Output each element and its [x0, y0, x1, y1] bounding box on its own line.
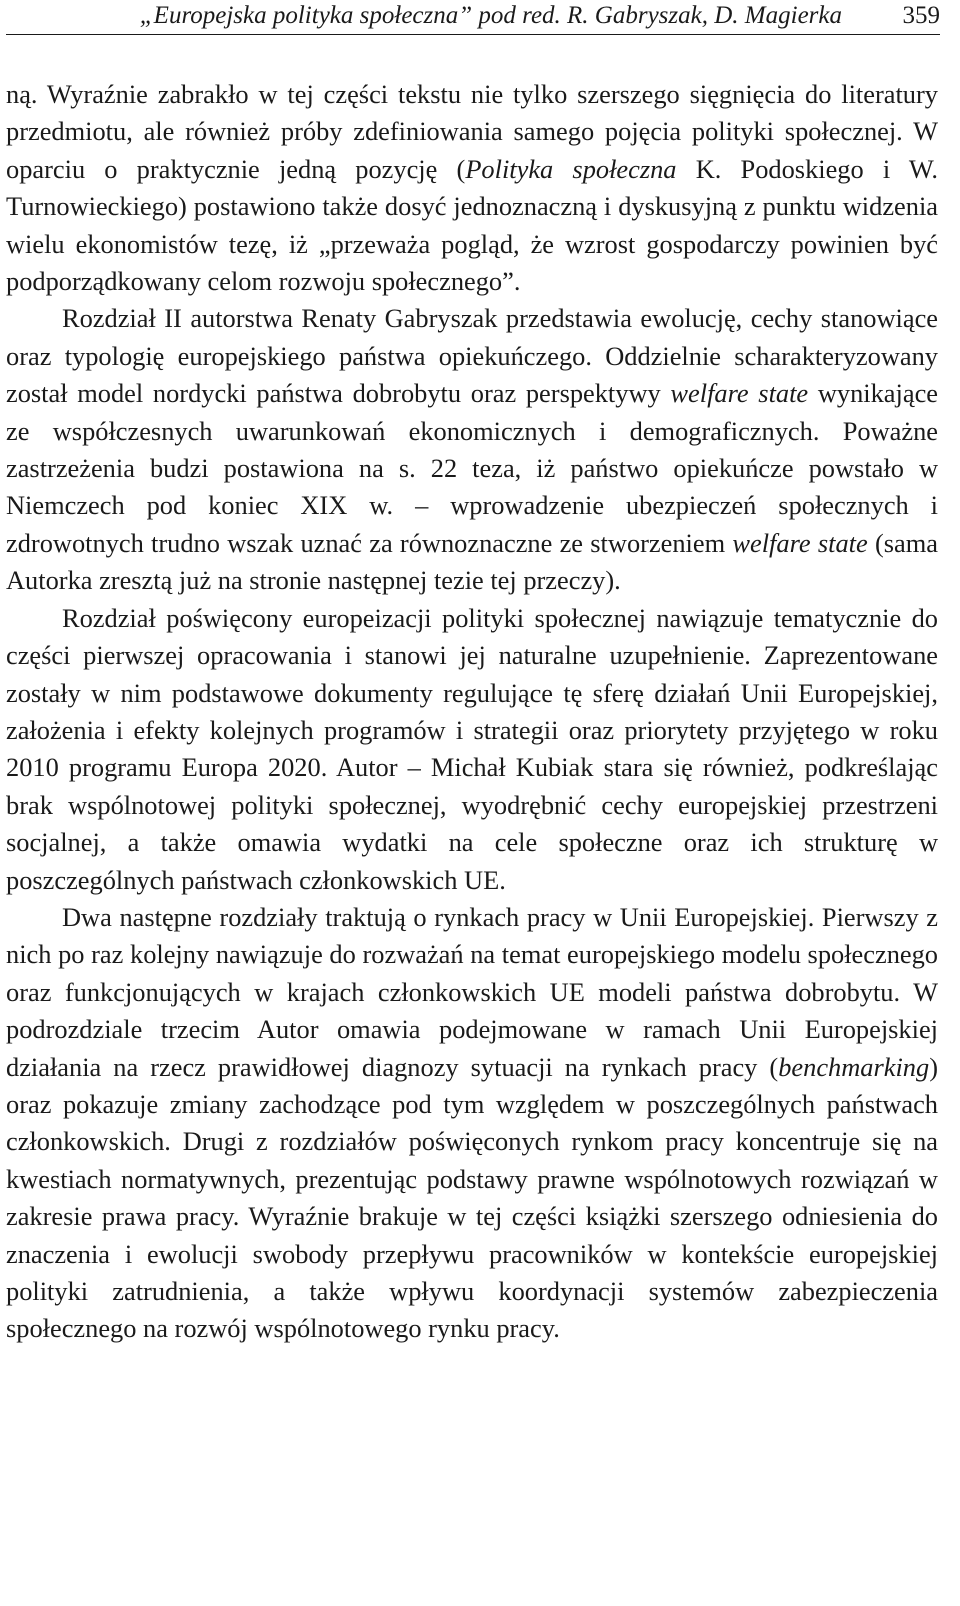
paragraph-1 — [6, 76, 938, 300]
paragraph-1-text-a: ną. Wyraźnie zabrakło w tej części tekstu nie tylko szerszego sięgnięcia do literatury przedmiotu, ale również próby zdefiniowania samego pojęcia polityki społecznej. W oparciu o praktycznie jedną pozycję ( — [6, 79, 938, 184]
paragraph-4 — [6, 899, 938, 1348]
paragraph-2-italic-a: welfare state — [670, 378, 809, 409]
document-page — [6, 0, 940, 1606]
paragraph-1-italic-a: Polityka społeczna — [465, 153, 677, 184]
paragraph-2-text-a: Rozdział II autorstwa Renaty Gabryszak przedstawia ewolucję, cechy stanowiące oraz typologię europejskiego państwa opiekuńczego. Oddzielnie scharakteryzowany został model nordycki państwa dobrobytu oraz perspektywy — [6, 303, 938, 409]
body-text — [6, 76, 938, 1348]
paragraph-1-text-b: K. Podoskiego i W. Turnowieckiego) postawiono także dosyć jednoznaczną i dyskusyjną z punktu widzenia wielu ekonomistów tezę, iż „przeważa pogląd, że wzrost gospodarczy powinien być podporządkowany celom rozwoju społecznego”. — [6, 153, 938, 297]
running-header — [6, 0, 940, 35]
paragraph-4-text-a: Dwa następne rozdziały traktują o rynkach pracy w Unii Europejskiej. Pierwszy z nich po raz kolejny nawiązuje do rozważań na temat europejskiego modelu społecznego oraz funkcjonujących w krajach członkowskich UE modeli państwa dobrobytu. W podrozdziale trzecim Autor omawia podejmowane w ramach Unii Europejskiej działania na rzecz prawidłowej diagnozy sytuacji na rynkach pracy ( — [6, 901, 938, 1082]
paragraph-2-text-b: wynikające ze współczesnych uwarunkowań ekonomicznych i demograficznych. Poważne zastrzeżenia budzi postawiona na s. 22 teza, iż państwo opiekuńcze powstało w Niemczech pod koniec XIX w. – wprowadzenie ubezpieczeń społecznych i zdrowotnych trudno wszak uznać za równoznaczne ze stworzeniem — [6, 378, 938, 558]
paragraph-4-text-b: ) oraz pokazuje zmiany zachodzące pod tym względem w poszczególnych państwach członkowskich. Drugi z rozdziałów poświęconych rynkom pracy koncentruje się na kwestiach normatywnych, prezentując podstawy prawne wspólnotowych rozwiązań w zakresie prawa pracy. Wyraźnie brakuje w tej części książki szerszego odniesienia do znaczenia i ewolucji swobody przepływu pracowników w kontekście europejskiej polityki zatrudnienia, a także wpływu koordynacji systemów zabezpieczenia społecznego na rozwój wspólnotowego rynku pracy. — [6, 1051, 938, 1344]
paragraph-2-italic-b: welfare state — [732, 527, 868, 558]
running-header-title: „Europejska polityka społeczna” pod red. R. Gabryszak, D. Magierka — [139, 2, 842, 29]
page-number: 359 — [902, 2, 940, 29]
paragraph-4-italic-a: benchmarking — [778, 1051, 930, 1082]
paragraph-2 — [6, 300, 938, 599]
paragraph-2-text-c: (sama Autorka zresztą już na stronie następnej tezie tej przeczy). — [6, 527, 938, 596]
paragraph-3: Rozdział poświęcony europeizacji polityki społecznej nawiązuje tematycznie do części pierwszej opracowania i stanowi jej naturalne uzupełnienie. Zaprezentowane zostały w nim podstawowe dokumenty regulujące tę sferę działań Unii Europejskiej, założenia i efekty kolejnych programów i strategii oraz priorytety przyjętego w roku 2010 programu Europa 2020. Autor – Michał Kubiak stara się również, podkreślając brak wspólnotowej polityki społecznej, wyodrębnić cechy europejskiej przestrzeni socjalnej, a także omawia wydatki na cele społeczne oraz ich strukturę w poszczególnych państwach członkowskich UE. — [6, 602, 938, 895]
